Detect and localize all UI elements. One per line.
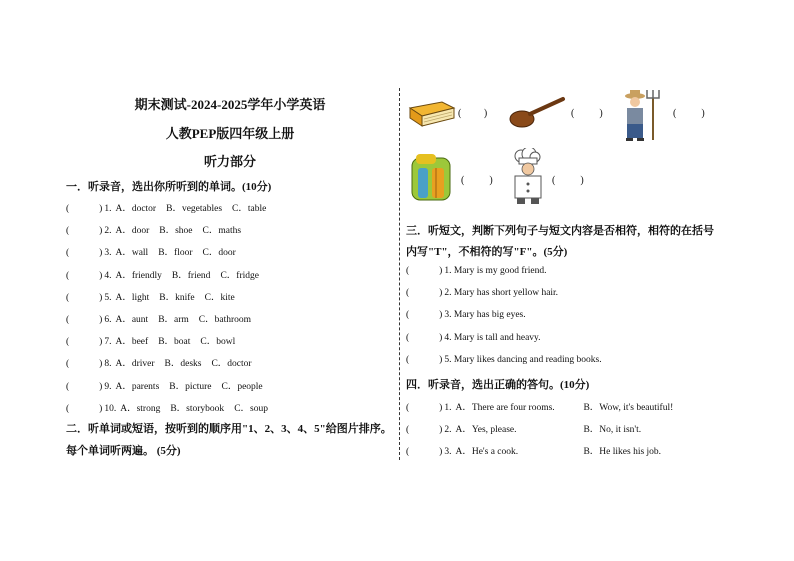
question-row	[406, 399, 673, 413]
answer-paren-open[interactable]: (	[406, 354, 410, 365]
question-number: 5.	[104, 292, 112, 303]
question-row	[66, 378, 263, 392]
option-a[interactable]: A．aunt	[115, 315, 149, 325]
schoolbag-icon	[408, 152, 456, 202]
farmer-icon	[620, 88, 668, 142]
answer-paren-close[interactable]: )	[99, 270, 103, 281]
answer-paren-open[interactable]: (	[66, 226, 70, 237]
answer-paren-open[interactable]: (	[406, 447, 410, 458]
answer-paren-close[interactable]: )	[439, 332, 443, 343]
exam-title: 期末测试-2024-2025学年小学英语	[134, 97, 326, 112]
blank-paren[interactable]: ( )	[571, 108, 603, 119]
question-number: 1.	[104, 204, 112, 214]
answer-paren-close[interactable]: )	[99, 204, 103, 214]
option-c[interactable]: C．fridge	[220, 270, 259, 281]
question-number: 10.	[104, 403, 117, 414]
blank-paren[interactable]: ( )	[673, 108, 705, 119]
listening-part-title: 听力部分	[203, 154, 256, 169]
section2-heading-line2: 每个单词听两遍。 (5分)	[66, 445, 181, 457]
option-a[interactable]: A．wall	[115, 248, 149, 259]
option-b[interactable]: B．Wow, it's beautiful!	[583, 403, 674, 413]
option-c[interactable]: C．people	[221, 381, 263, 392]
question-number: 7.	[104, 337, 112, 348]
answer-paren-close[interactable]: )	[439, 447, 443, 458]
option-a[interactable]: A．strong	[120, 403, 161, 414]
answer-paren-open[interactable]: (	[406, 332, 410, 343]
answer-paren-close[interactable]: )	[439, 425, 443, 436]
answer-paren-close[interactable]: )	[99, 381, 103, 392]
option-a[interactable]: A．driver	[115, 359, 155, 370]
answer-paren-open[interactable]: (	[66, 359, 70, 370]
question-number: 1.	[444, 403, 452, 413]
question-row	[66, 200, 266, 214]
option-b[interactable]: B．boat	[158, 337, 191, 348]
answer-paren-open[interactable]: (	[66, 204, 70, 214]
option-a[interactable]: A．He's a cook.	[455, 447, 519, 458]
option-b[interactable]: B．friend	[171, 270, 211, 281]
statement-row	[406, 266, 546, 276]
answer-paren-open[interactable]: (	[406, 310, 410, 321]
option-b[interactable]: B．storybook	[170, 403, 225, 414]
section3-heading-line1: 三．听短文，判断下列句子与短文内容是否相符，相符的在括号	[406, 225, 714, 237]
answer-paren-open[interactable]: (	[66, 292, 70, 303]
option-c[interactable]: C．table	[232, 204, 267, 214]
question-number: 4.	[104, 270, 112, 281]
answer-paren-open[interactable]: (	[66, 337, 70, 348]
question-number: 9.	[104, 381, 112, 392]
answer-paren-open[interactable]: (	[66, 270, 70, 281]
question-row	[66, 222, 241, 236]
answer-paren-close[interactable]: )	[99, 403, 103, 414]
question-row	[66, 333, 235, 347]
question-number: 3.	[104, 248, 112, 259]
option-c[interactable]: C．kite	[204, 292, 235, 303]
statement-text: 3. Mary has big eyes.	[444, 310, 526, 321]
option-a[interactable]: A．beef	[115, 337, 149, 348]
option-b[interactable]: B．desks	[164, 359, 202, 370]
question-number: 6.	[104, 315, 112, 325]
option-b[interactable]: B．vegetables	[166, 204, 223, 214]
option-a[interactable]: A．There are four rooms.	[455, 403, 555, 413]
option-c[interactable]: C．soup	[234, 403, 268, 414]
answer-paren-close[interactable]: )	[439, 266, 443, 276]
answer-paren-open[interactable]: (	[66, 248, 70, 259]
blank-paren[interactable]: ( )	[461, 175, 493, 186]
option-a[interactable]: A．door	[115, 226, 150, 237]
answer-paren-open[interactable]: (	[406, 425, 410, 436]
option-c[interactable]: C．door	[202, 248, 236, 259]
question-row	[406, 443, 661, 457]
option-b[interactable]: B．No, it isn't.	[583, 425, 642, 436]
option-c[interactable]: C．bathroom	[198, 315, 252, 325]
exam-subtitle: 人教PEP版四年级上册	[165, 126, 295, 141]
question-number: 2.	[104, 226, 112, 237]
answer-paren-open[interactable]: (	[406, 403, 410, 413]
question-number: 8.	[104, 359, 112, 370]
option-a[interactable]: A．parents	[115, 381, 160, 392]
option-a[interactable]: A．Yes, please.	[455, 425, 517, 436]
question-number: 2.	[444, 425, 452, 436]
book-icon	[408, 98, 456, 130]
option-b[interactable]: B．knife	[159, 292, 195, 303]
question-number: 3.	[444, 447, 452, 458]
answer-paren-close[interactable]: )	[99, 359, 103, 370]
option-b[interactable]: B．arm	[158, 315, 189, 325]
statement-row	[406, 288, 558, 298]
answer-paren-open[interactable]: (	[66, 403, 70, 414]
spoon-icon	[508, 96, 566, 130]
answer-paren-close[interactable]: )	[439, 354, 443, 365]
answer-paren-close[interactable]: )	[99, 337, 103, 348]
option-b[interactable]: B．shoe	[159, 226, 193, 237]
option-c[interactable]: C．maths	[202, 226, 242, 237]
section1-heading: 一．听录音，选出你所听到的单词。(10分)	[66, 181, 272, 193]
cook-icon	[507, 148, 547, 206]
answer-paren-close[interactable]: )	[99, 226, 103, 237]
statement-text: 5. Mary likes dancing and reading books.	[444, 354, 602, 365]
question-row	[66, 311, 251, 325]
statement-text: 4. Mary is tall and heavy.	[444, 332, 541, 343]
question-row	[406, 421, 641, 435]
question-row	[66, 400, 268, 414]
statement-text: 1. Mary is my good friend.	[444, 266, 547, 276]
statement-row	[406, 310, 526, 320]
answer-paren-close[interactable]: )	[439, 310, 443, 321]
statement-row	[406, 355, 602, 365]
section3-heading-line2: 内写"T"，不相符的写"F"。(5分)	[406, 246, 568, 258]
option-b[interactable]: B．He likes his job.	[583, 447, 662, 458]
answer-paren-close[interactable]: )	[439, 288, 443, 299]
question-row	[66, 267, 259, 281]
answer-paren-open[interactable]: (	[406, 288, 410, 299]
option-a[interactable]: A．friendly	[115, 270, 162, 281]
answer-paren-close[interactable]: )	[99, 248, 103, 259]
blank-paren[interactable]: ( )	[552, 175, 584, 186]
statement-row	[406, 333, 541, 343]
column-divider	[399, 88, 400, 460]
answer-paren-close[interactable]: )	[99, 292, 103, 303]
answer-paren-open[interactable]: (	[66, 381, 70, 392]
answer-paren-open[interactable]: (	[406, 266, 410, 276]
statement-text: 2. Mary has short yellow hair.	[444, 288, 559, 299]
question-row	[66, 289, 235, 303]
answer-paren-close[interactable]: )	[99, 315, 103, 325]
option-c[interactable]: C．bowl	[200, 337, 236, 348]
answer-paren-open[interactable]: (	[66, 315, 70, 325]
answer-paren-close[interactable]: )	[439, 403, 443, 413]
section2-heading-line1: 二．听单词或短语，按听到的顺序用"1、2、3、4、5"给图片排序。	[66, 423, 392, 435]
option-a[interactable]: A．light	[115, 292, 150, 303]
option-a[interactable]: A．doctor	[115, 204, 157, 214]
question-row	[66, 355, 252, 369]
option-b[interactable]: B．floor	[158, 248, 193, 259]
option-b[interactable]: B．picture	[169, 381, 212, 392]
section4-heading: 四．听录音，选出正确的答句。(10分)	[406, 379, 590, 391]
blank-paren[interactable]: ( )	[458, 108, 488, 119]
question-row	[66, 244, 236, 258]
option-c[interactable]: C．doctor	[211, 359, 252, 370]
